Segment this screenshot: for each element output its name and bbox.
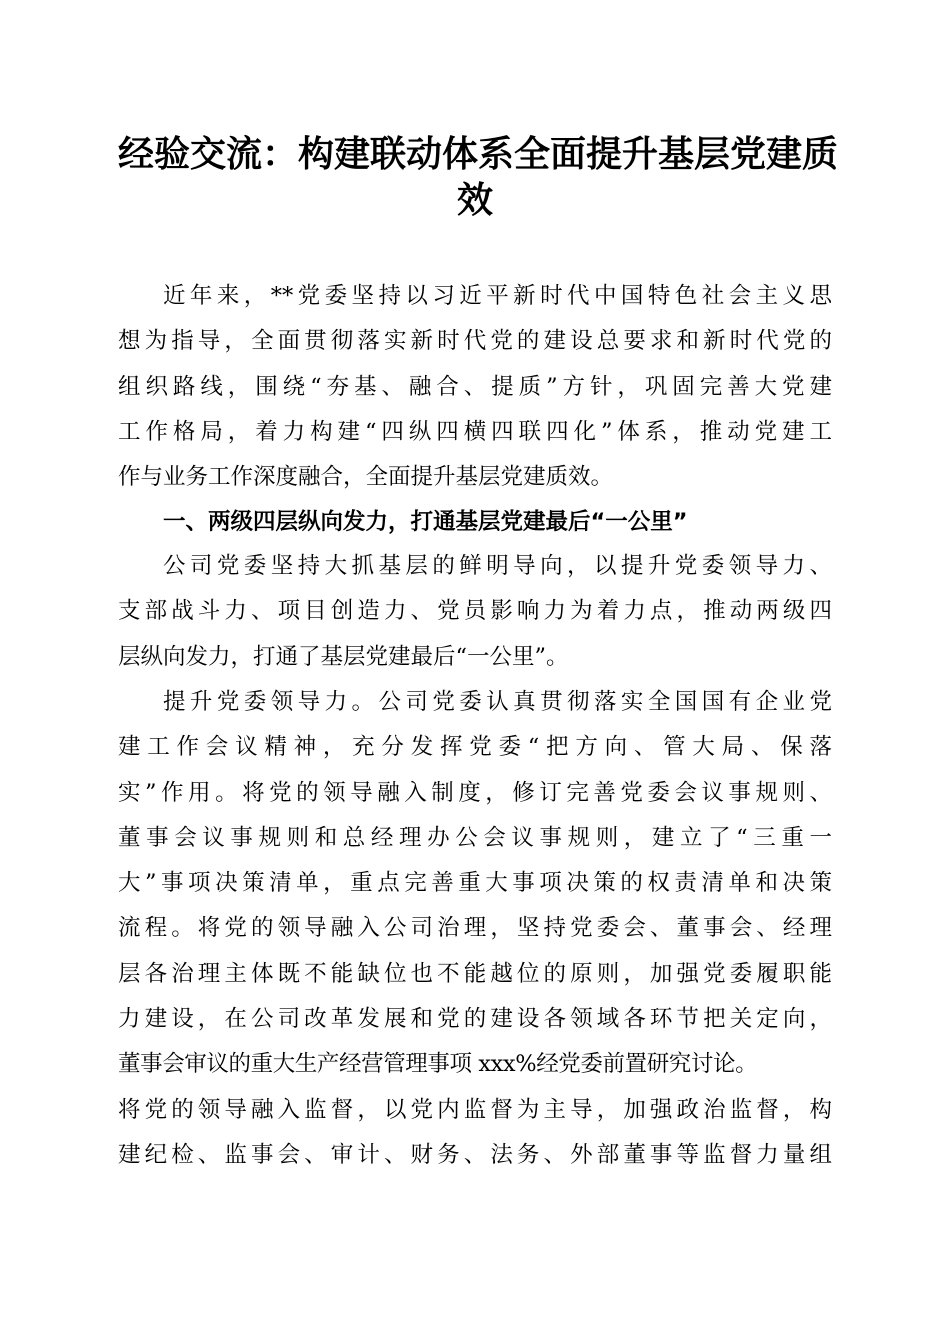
- s1p2-line-2: 建工作会议精神，充分发挥党委“把方向、管大局、保落: [118, 734, 832, 761]
- s1p2-line-5: 大”事项决策清单，重点完善重大事项决策的权责清单和决策: [118, 870, 832, 897]
- s1p2-line-8: 力建设，在公司改革发展和党的建设各领域各环节把关定向，: [118, 1006, 832, 1033]
- s1p1-line-1: 公司党委坚持大抓基层的鲜明导向，以提升党委领导力、: [163, 553, 832, 579]
- document-title: [118, 131, 839, 223]
- s1p2-line-11: 建纪检、监事会、审计、财务、法务、外部董事等监督力量组: [118, 1141, 832, 1168]
- s1p1-line-2: 支部战斗力、项目创造力、党员影响力为着力点，推动两级四: [118, 598, 832, 625]
- section-1-heading: 一、两级四层纵向发力，打通基层党建最后“一公里”: [163, 509, 688, 535]
- s1p2-line-4: 董事会议事规则和总经理办公会议事规则，建立了“三重一: [118, 824, 832, 851]
- s1p2-line-1: 提升党委领导力。公司党委认真贯彻落实全国国有企业党: [163, 689, 832, 715]
- section-1-paragraph-2: [118, 680, 832, 1178]
- s1p2-line-3: 实”作用。将党的领导融入制度，修订完善党委会议事规则、: [118, 779, 832, 806]
- intro-line-5: 作与业务工作深度融合，全面提升基层党建质效。: [118, 464, 614, 491]
- intro-line-1: 近年来，**党委坚持以习近平新时代中国特色社会主义思: [163, 283, 832, 309]
- s1p2-line-9: 董事会审议的重大生产经营管理事项 xxx%经党委前置研究讨论。: [118, 1051, 758, 1078]
- s1p2-line-7: 层各治理主体既不能缺位也不能越位的原则，加强党委履职能: [118, 960, 832, 987]
- s1p2-line-10: 将党的领导融入监督，以党内监督为主导，加强政治监督，构: [118, 1096, 832, 1123]
- intro-paragraph: [118, 274, 832, 500]
- title-line-2: 效: [456, 179, 493, 221]
- s1p2-line-6: 流程。将党的领导融入公司治理，坚持党委会、董事会、经理: [118, 915, 832, 942]
- intro-line-3: 组织路线，围绕“夯基、融合、提质”方针，巩固完善大党建: [118, 373, 832, 400]
- intro-line-4: 工作格局，着力构建“四纵四横四联四化”体系，推动党建工: [118, 418, 832, 445]
- section-1-paragraph-1: [118, 544, 832, 680]
- title-line-1: 经验交流：构建联动体系全面提升基层党建质: [118, 133, 839, 175]
- intro-line-2: 想为指导，全面贯彻落实新时代党的建设总要求和新时代党的: [118, 328, 832, 355]
- s1p1-line-3: 层纵向发力，打通了基层党建最后“一公里”。: [118, 643, 569, 670]
